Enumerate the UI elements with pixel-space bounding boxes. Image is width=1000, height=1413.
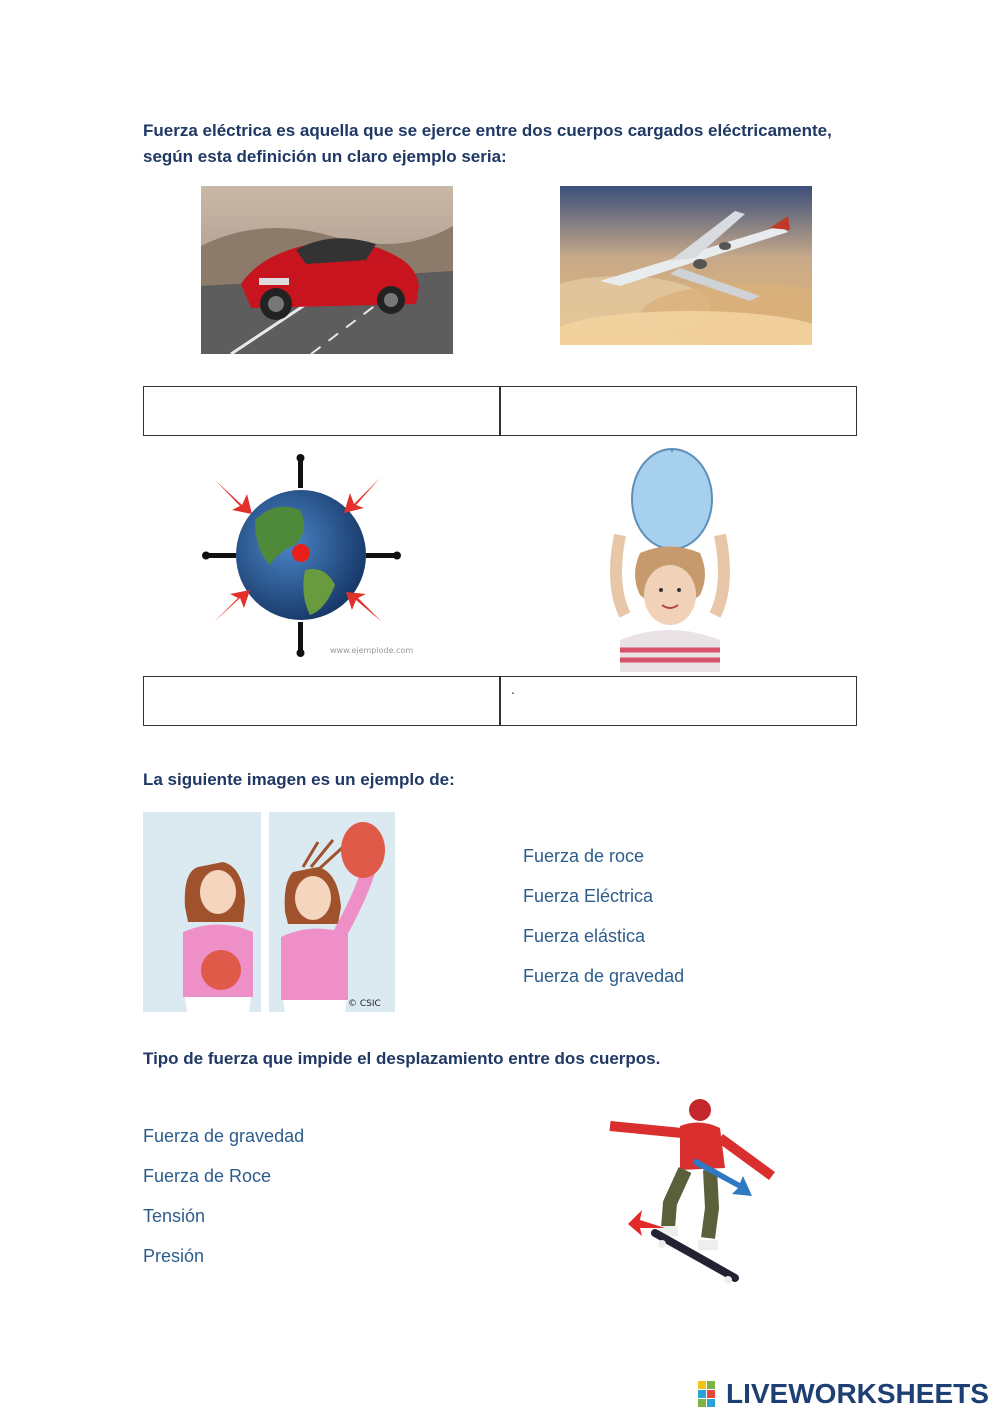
girl-balloon-hair-illustration [600, 445, 740, 672]
earth-gravity-illustration [200, 450, 420, 662]
answer-cell-airplane[interactable] [501, 387, 856, 435]
question-3-options [143, 1126, 304, 1286]
answer-cell-balloon[interactable] [501, 677, 856, 725]
earth-credit: www.ejemplode.com [330, 646, 414, 655]
q2-option-1[interactable]: Fuerza de roce [523, 846, 645, 866]
answer-mark: . [511, 681, 515, 697]
question-2-text: La siguiente imagen es un ejemplo de: [143, 770, 455, 789]
question-1-line-1: Fuerza eléctrica es aquella que se ejerce entre dos cuerpos cargados eléctricamente, [143, 121, 832, 140]
q3-option-3[interactable]: Tensión [143, 1206, 206, 1226]
q2-option-4[interactable]: Fuerza de gravedad [523, 966, 685, 986]
car-photo [201, 186, 453, 354]
q2-option-2[interactable]: Fuerza Eléctrica [523, 886, 654, 906]
image-credit: © CSIC [348, 999, 381, 1009]
answer-row-2 [143, 676, 857, 726]
q3-option-2[interactable]: Fuerza de Roce [143, 1166, 272, 1186]
airplane-photo [560, 186, 812, 345]
q3-option-4[interactable]: Presión [143, 1246, 205, 1266]
q3-option-1[interactable]: Fuerza de gravedad [143, 1126, 305, 1146]
liveworksheets-logo [698, 1378, 989, 1410]
answer-row-1 [143, 386, 857, 436]
girl-balloon-static-illustration [143, 812, 395, 1012]
question-3-text: Tipo de fuerza que impide el desplazamiento entre dos cuerpos. [143, 1049, 661, 1068]
answer-cell-car[interactable] [144, 387, 499, 435]
question-1-text [143, 118, 883, 170]
question-1-line-2: según esta definición un claro ejemplo seria: [143, 147, 507, 166]
skateboarder-illustration [600, 1098, 780, 1288]
brand-text: LIVEWORKSHEETS [726, 1378, 989, 1409]
logo-blocks-icon [698, 1381, 724, 1407]
answer-cell-earth[interactable] [144, 677, 499, 725]
q2-option-3[interactable]: Fuerza elástica [523, 926, 646, 946]
question-2-options [523, 846, 684, 1006]
